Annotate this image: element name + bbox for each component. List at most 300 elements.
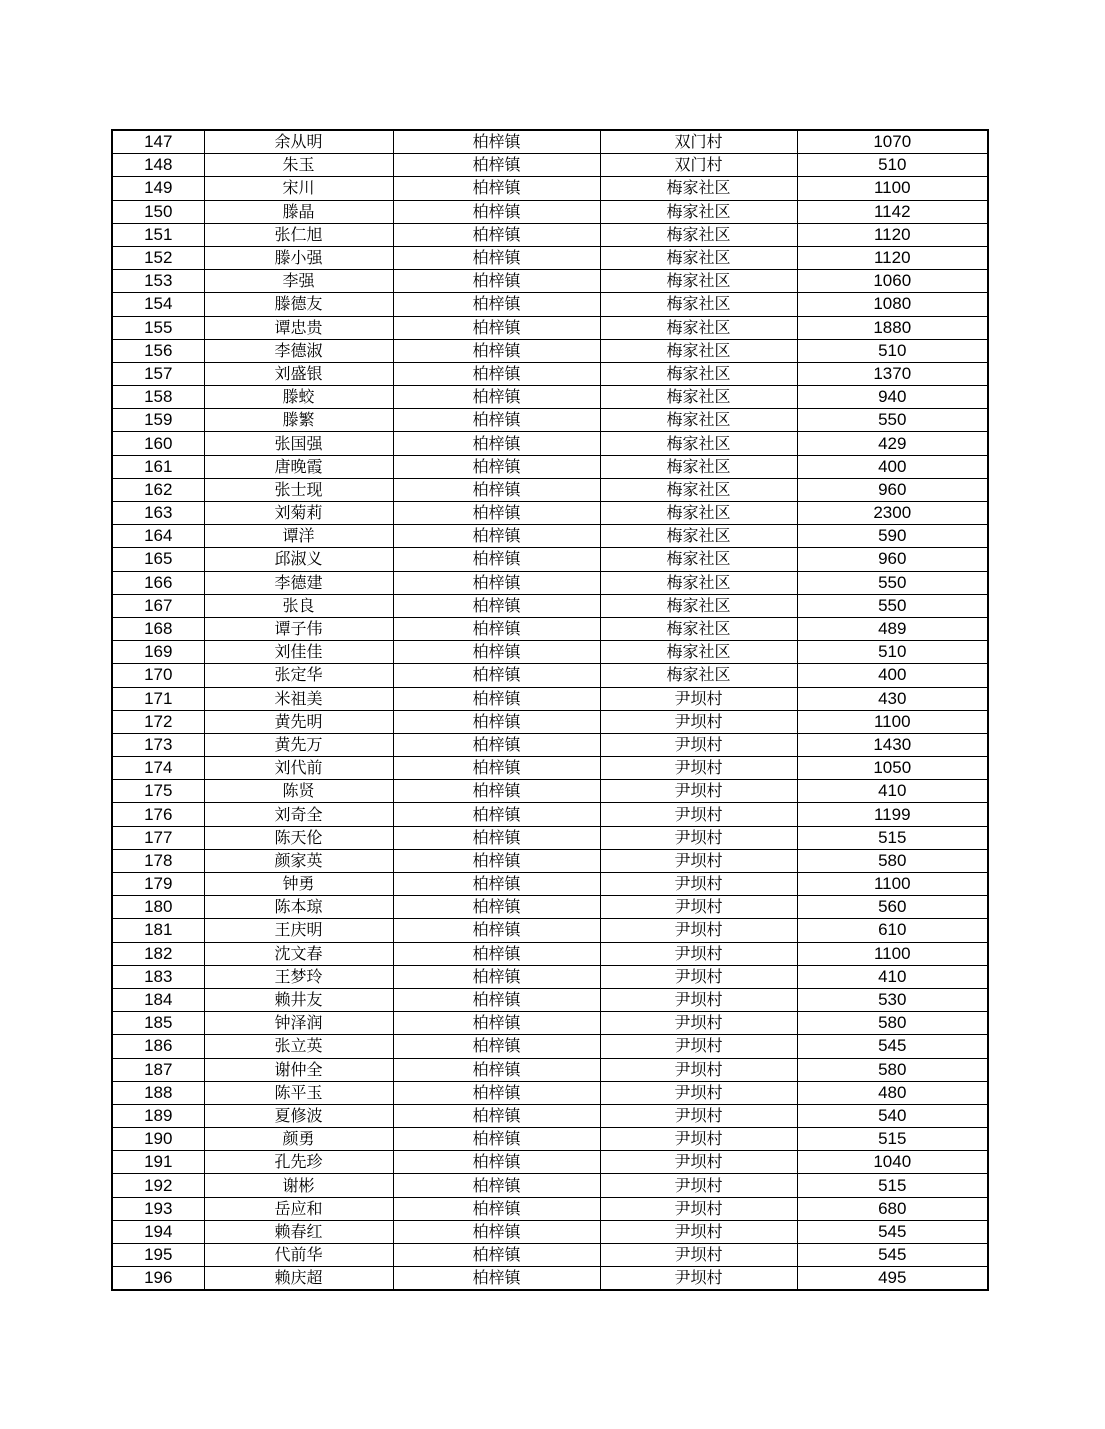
name-cell: 邱淑义 (204, 548, 393, 571)
village-cell: 梅家社区 (600, 246, 797, 269)
village-cell: 梅家社区 (600, 362, 797, 385)
table-row (112, 386, 988, 409)
row-number-cell: 193 (112, 1197, 204, 1220)
table-row (112, 455, 988, 478)
name-cell: 朱玉 (204, 154, 393, 177)
village-cell: 尹坝村 (600, 757, 797, 780)
name-cell: 刘菊莉 (204, 502, 393, 525)
village-cell: 梅家社区 (600, 525, 797, 548)
table-row (112, 362, 988, 385)
table-row (112, 200, 988, 223)
town-cell: 柏梓镇 (393, 386, 600, 409)
amount-cell: 480 (797, 1081, 988, 1104)
town-cell: 柏梓镇 (393, 1058, 600, 1081)
name-cell: 宋川 (204, 177, 393, 200)
town-cell: 柏梓镇 (393, 988, 600, 1011)
name-cell: 唐晚霞 (204, 455, 393, 478)
table-row (112, 849, 988, 872)
town-cell: 柏梓镇 (393, 1035, 600, 1058)
row-number-cell: 196 (112, 1267, 204, 1291)
name-cell: 米祖美 (204, 687, 393, 710)
amount-cell: 545 (797, 1035, 988, 1058)
row-number-cell: 161 (112, 455, 204, 478)
data-table (111, 129, 989, 1291)
row-number-cell: 150 (112, 200, 204, 223)
village-cell: 梅家社区 (600, 571, 797, 594)
village-cell: 尹坝村 (600, 1267, 797, 1291)
table-row (112, 223, 988, 246)
amount-cell: 610 (797, 919, 988, 942)
town-cell: 柏梓镇 (393, 548, 600, 571)
row-number-cell: 160 (112, 432, 204, 455)
amount-cell: 940 (797, 386, 988, 409)
name-cell: 滕小强 (204, 246, 393, 269)
table-row (112, 1244, 988, 1267)
town-cell: 柏梓镇 (393, 432, 600, 455)
row-number-cell: 165 (112, 548, 204, 571)
row-number-cell: 168 (112, 617, 204, 640)
town-cell: 柏梓镇 (393, 1244, 600, 1267)
town-cell: 柏梓镇 (393, 803, 600, 826)
amount-cell: 495 (797, 1267, 988, 1291)
amount-cell: 1060 (797, 270, 988, 293)
row-number-cell: 162 (112, 478, 204, 501)
row-number-cell: 191 (112, 1151, 204, 1174)
row-number-cell: 167 (112, 594, 204, 617)
name-cell: 陈本琼 (204, 896, 393, 919)
table-row (112, 1174, 988, 1197)
name-cell: 滕蛟 (204, 386, 393, 409)
town-cell: 柏梓镇 (393, 154, 600, 177)
name-cell: 李德建 (204, 571, 393, 594)
table-row (112, 1267, 988, 1291)
village-cell: 尹坝村 (600, 1244, 797, 1267)
table-row (112, 1035, 988, 1058)
amount-cell: 550 (797, 594, 988, 617)
village-cell: 尹坝村 (600, 733, 797, 756)
town-cell: 柏梓镇 (393, 849, 600, 872)
row-number-cell: 190 (112, 1128, 204, 1151)
town-cell: 柏梓镇 (393, 130, 600, 154)
name-cell: 滕晶 (204, 200, 393, 223)
village-cell: 尹坝村 (600, 826, 797, 849)
row-number-cell: 147 (112, 130, 204, 154)
amount-cell: 515 (797, 1174, 988, 1197)
amount-cell: 510 (797, 339, 988, 362)
name-cell: 滕德友 (204, 293, 393, 316)
village-cell: 梅家社区 (600, 641, 797, 664)
name-cell: 赖春红 (204, 1220, 393, 1243)
name-cell: 张良 (204, 594, 393, 617)
table-row (112, 478, 988, 501)
amount-cell: 960 (797, 548, 988, 571)
row-number-cell: 186 (112, 1035, 204, 1058)
amount-cell: 550 (797, 409, 988, 432)
village-cell: 尹坝村 (600, 780, 797, 803)
row-number-cell: 163 (112, 502, 204, 525)
village-cell: 尹坝村 (600, 687, 797, 710)
name-cell: 刘盛银 (204, 362, 393, 385)
village-cell: 尹坝村 (600, 919, 797, 942)
village-cell: 双门村 (600, 130, 797, 154)
row-number-cell: 184 (112, 988, 204, 1011)
table-row (112, 1012, 988, 1035)
amount-cell: 410 (797, 780, 988, 803)
village-cell: 尹坝村 (600, 965, 797, 988)
village-cell: 尹坝村 (600, 1012, 797, 1035)
town-cell: 柏梓镇 (393, 594, 600, 617)
name-cell: 张仁旭 (204, 223, 393, 246)
name-cell: 黄先明 (204, 710, 393, 733)
table-row (112, 873, 988, 896)
amount-cell: 1120 (797, 223, 988, 246)
village-cell: 梅家社区 (600, 409, 797, 432)
row-number-cell: 188 (112, 1081, 204, 1104)
amount-cell: 590 (797, 525, 988, 548)
name-cell: 余从明 (204, 130, 393, 154)
village-cell: 尹坝村 (600, 1174, 797, 1197)
name-cell: 谭忠贵 (204, 316, 393, 339)
name-cell: 张国强 (204, 432, 393, 455)
name-cell: 张立英 (204, 1035, 393, 1058)
amount-cell: 1040 (797, 1151, 988, 1174)
village-cell: 尹坝村 (600, 1197, 797, 1220)
village-cell: 梅家社区 (600, 200, 797, 223)
row-number-cell: 179 (112, 873, 204, 896)
village-cell: 尹坝村 (600, 1220, 797, 1243)
name-cell: 张士现 (204, 478, 393, 501)
village-cell: 梅家社区 (600, 664, 797, 687)
amount-cell: 550 (797, 571, 988, 594)
row-number-cell: 149 (112, 177, 204, 200)
name-cell: 滕繁 (204, 409, 393, 432)
table-row (112, 826, 988, 849)
table-row (112, 1197, 988, 1220)
row-number-cell: 180 (112, 896, 204, 919)
row-number-cell: 175 (112, 780, 204, 803)
village-cell: 梅家社区 (600, 177, 797, 200)
name-cell: 岳应和 (204, 1197, 393, 1220)
village-cell: 梅家社区 (600, 617, 797, 640)
row-number-cell: 195 (112, 1244, 204, 1267)
town-cell: 柏梓镇 (393, 525, 600, 548)
village-cell: 梅家社区 (600, 478, 797, 501)
table-row (112, 270, 988, 293)
row-number-cell: 151 (112, 223, 204, 246)
village-cell: 尹坝村 (600, 988, 797, 1011)
town-cell: 柏梓镇 (393, 1151, 600, 1174)
name-cell: 陈平玉 (204, 1081, 393, 1104)
name-cell: 谭洋 (204, 525, 393, 548)
row-number-cell: 176 (112, 803, 204, 826)
name-cell: 谢仲全 (204, 1058, 393, 1081)
village-cell: 双门村 (600, 154, 797, 177)
village-cell: 梅家社区 (600, 594, 797, 617)
town-cell: 柏梓镇 (393, 687, 600, 710)
table-row (112, 1128, 988, 1151)
amount-cell: 510 (797, 641, 988, 664)
town-cell: 柏梓镇 (393, 826, 600, 849)
amount-cell: 489 (797, 617, 988, 640)
amount-cell: 545 (797, 1244, 988, 1267)
amount-cell: 515 (797, 1128, 988, 1151)
amount-cell: 1142 (797, 200, 988, 223)
row-number-cell: 194 (112, 1220, 204, 1243)
name-cell: 王庆明 (204, 919, 393, 942)
name-cell: 赖井友 (204, 988, 393, 1011)
row-number-cell: 170 (112, 664, 204, 687)
name-cell: 刘佳佳 (204, 641, 393, 664)
name-cell: 陈贤 (204, 780, 393, 803)
table-row (112, 757, 988, 780)
village-cell: 梅家社区 (600, 270, 797, 293)
town-cell: 柏梓镇 (393, 664, 600, 687)
town-cell: 柏梓镇 (393, 919, 600, 942)
table-row (112, 154, 988, 177)
table-row (112, 617, 988, 640)
amount-cell: 429 (797, 432, 988, 455)
name-cell: 颜家英 (204, 849, 393, 872)
table-row (112, 942, 988, 965)
town-cell: 柏梓镇 (393, 710, 600, 733)
table-row (112, 246, 988, 269)
village-cell: 梅家社区 (600, 293, 797, 316)
table-row (112, 409, 988, 432)
table-row (112, 896, 988, 919)
amount-cell: 1080 (797, 293, 988, 316)
row-number-cell: 148 (112, 154, 204, 177)
amount-cell: 1070 (797, 130, 988, 154)
amount-cell: 510 (797, 154, 988, 177)
row-number-cell: 192 (112, 1174, 204, 1197)
town-cell: 柏梓镇 (393, 1128, 600, 1151)
table-row (112, 1058, 988, 1081)
village-cell: 尹坝村 (600, 896, 797, 919)
name-cell: 钟泽润 (204, 1012, 393, 1035)
table-body (112, 130, 988, 1290)
row-number-cell: 164 (112, 525, 204, 548)
name-cell: 谭子伟 (204, 617, 393, 640)
town-cell: 柏梓镇 (393, 478, 600, 501)
amount-cell: 1100 (797, 710, 988, 733)
name-cell: 夏修波 (204, 1104, 393, 1127)
amount-cell: 1100 (797, 177, 988, 200)
village-cell: 尹坝村 (600, 1081, 797, 1104)
village-cell: 梅家社区 (600, 223, 797, 246)
village-cell: 梅家社区 (600, 455, 797, 478)
amount-cell: 530 (797, 988, 988, 1011)
village-cell: 尹坝村 (600, 849, 797, 872)
town-cell: 柏梓镇 (393, 409, 600, 432)
table-row (112, 339, 988, 362)
name-cell: 王梦玲 (204, 965, 393, 988)
village-cell: 尹坝村 (600, 1151, 797, 1174)
table-row (112, 988, 988, 1011)
row-number-cell: 178 (112, 849, 204, 872)
table-row (112, 571, 988, 594)
name-cell: 钟勇 (204, 873, 393, 896)
amount-cell: 540 (797, 1104, 988, 1127)
amount-cell: 1100 (797, 873, 988, 896)
row-number-cell: 156 (112, 339, 204, 362)
town-cell: 柏梓镇 (393, 1104, 600, 1127)
name-cell: 谢彬 (204, 1174, 393, 1197)
row-number-cell: 177 (112, 826, 204, 849)
town-cell: 柏梓镇 (393, 1220, 600, 1243)
amount-cell: 400 (797, 664, 988, 687)
amount-cell: 580 (797, 849, 988, 872)
town-cell: 柏梓镇 (393, 896, 600, 919)
row-number-cell: 173 (112, 733, 204, 756)
table-row (112, 525, 988, 548)
table-row (112, 965, 988, 988)
town-cell: 柏梓镇 (393, 873, 600, 896)
town-cell: 柏梓镇 (393, 617, 600, 640)
town-cell: 柏梓镇 (393, 502, 600, 525)
village-cell: 梅家社区 (600, 548, 797, 571)
table-row (112, 919, 988, 942)
village-cell: 梅家社区 (600, 386, 797, 409)
village-cell: 尹坝村 (600, 1128, 797, 1151)
row-number-cell: 182 (112, 942, 204, 965)
village-cell: 尹坝村 (600, 710, 797, 733)
table-row (112, 687, 988, 710)
table-row (112, 641, 988, 664)
amount-cell: 560 (797, 896, 988, 919)
village-cell: 尹坝村 (600, 1058, 797, 1081)
row-number-cell: 169 (112, 641, 204, 664)
table-row (112, 1151, 988, 1174)
amount-cell: 410 (797, 965, 988, 988)
town-cell: 柏梓镇 (393, 942, 600, 965)
name-cell: 张定华 (204, 664, 393, 687)
town-cell: 柏梓镇 (393, 316, 600, 339)
amount-cell: 1430 (797, 733, 988, 756)
village-cell: 尹坝村 (600, 942, 797, 965)
town-cell: 柏梓镇 (393, 641, 600, 664)
town-cell: 柏梓镇 (393, 293, 600, 316)
town-cell: 柏梓镇 (393, 1267, 600, 1291)
town-cell: 柏梓镇 (393, 571, 600, 594)
table-row (112, 130, 988, 154)
row-number-cell: 187 (112, 1058, 204, 1081)
table-row (112, 432, 988, 455)
amount-cell: 580 (797, 1058, 988, 1081)
town-cell: 柏梓镇 (393, 965, 600, 988)
name-cell: 黄先万 (204, 733, 393, 756)
row-number-cell: 159 (112, 409, 204, 432)
amount-cell: 680 (797, 1197, 988, 1220)
town-cell: 柏梓镇 (393, 1081, 600, 1104)
name-cell: 李强 (204, 270, 393, 293)
amount-cell: 545 (797, 1220, 988, 1243)
amount-cell: 1199 (797, 803, 988, 826)
name-cell: 陈天伦 (204, 826, 393, 849)
town-cell: 柏梓镇 (393, 362, 600, 385)
row-number-cell: 158 (112, 386, 204, 409)
town-cell: 柏梓镇 (393, 177, 600, 200)
row-number-cell: 155 (112, 316, 204, 339)
table-row (112, 1081, 988, 1104)
row-number-cell: 181 (112, 919, 204, 942)
amount-cell: 1120 (797, 246, 988, 269)
amount-cell: 1100 (797, 942, 988, 965)
amount-cell: 400 (797, 455, 988, 478)
table-row (112, 177, 988, 200)
name-cell: 赖庆超 (204, 1267, 393, 1291)
village-cell: 梅家社区 (600, 502, 797, 525)
amount-cell: 580 (797, 1012, 988, 1035)
village-cell: 尹坝村 (600, 873, 797, 896)
table-row (112, 594, 988, 617)
town-cell: 柏梓镇 (393, 757, 600, 780)
village-cell: 尹坝村 (600, 1035, 797, 1058)
amount-cell: 1050 (797, 757, 988, 780)
row-number-cell: 152 (112, 246, 204, 269)
table-row (112, 502, 988, 525)
row-number-cell: 171 (112, 687, 204, 710)
village-cell: 梅家社区 (600, 339, 797, 362)
name-cell: 颜勇 (204, 1128, 393, 1151)
table-row (112, 803, 988, 826)
table-row (112, 733, 988, 756)
name-cell: 孔先珍 (204, 1151, 393, 1174)
town-cell: 柏梓镇 (393, 780, 600, 803)
village-cell: 尹坝村 (600, 803, 797, 826)
row-number-cell: 166 (112, 571, 204, 594)
table-row (112, 780, 988, 803)
town-cell: 柏梓镇 (393, 246, 600, 269)
town-cell: 柏梓镇 (393, 733, 600, 756)
table-row (112, 316, 988, 339)
village-cell: 梅家社区 (600, 316, 797, 339)
row-number-cell: 174 (112, 757, 204, 780)
town-cell: 柏梓镇 (393, 1174, 600, 1197)
table-row (112, 664, 988, 687)
name-cell: 刘代前 (204, 757, 393, 780)
town-cell: 柏梓镇 (393, 455, 600, 478)
amount-cell: 515 (797, 826, 988, 849)
amount-cell: 430 (797, 687, 988, 710)
town-cell: 柏梓镇 (393, 270, 600, 293)
amount-cell: 1370 (797, 362, 988, 385)
table-row (112, 710, 988, 733)
name-cell: 李德淑 (204, 339, 393, 362)
table-row (112, 548, 988, 571)
amount-cell: 1880 (797, 316, 988, 339)
row-number-cell: 185 (112, 1012, 204, 1035)
town-cell: 柏梓镇 (393, 1197, 600, 1220)
row-number-cell: 157 (112, 362, 204, 385)
table-row (112, 293, 988, 316)
amount-cell: 2300 (797, 502, 988, 525)
table-row (112, 1104, 988, 1127)
row-number-cell: 172 (112, 710, 204, 733)
town-cell: 柏梓镇 (393, 339, 600, 362)
row-number-cell: 153 (112, 270, 204, 293)
village-cell: 梅家社区 (600, 432, 797, 455)
village-cell: 尹坝村 (600, 1104, 797, 1127)
town-cell: 柏梓镇 (393, 1012, 600, 1035)
row-number-cell: 189 (112, 1104, 204, 1127)
amount-cell: 960 (797, 478, 988, 501)
name-cell: 沈文春 (204, 942, 393, 965)
name-cell: 代前华 (204, 1244, 393, 1267)
row-number-cell: 183 (112, 965, 204, 988)
row-number-cell: 154 (112, 293, 204, 316)
name-cell: 刘奇全 (204, 803, 393, 826)
town-cell: 柏梓镇 (393, 200, 600, 223)
